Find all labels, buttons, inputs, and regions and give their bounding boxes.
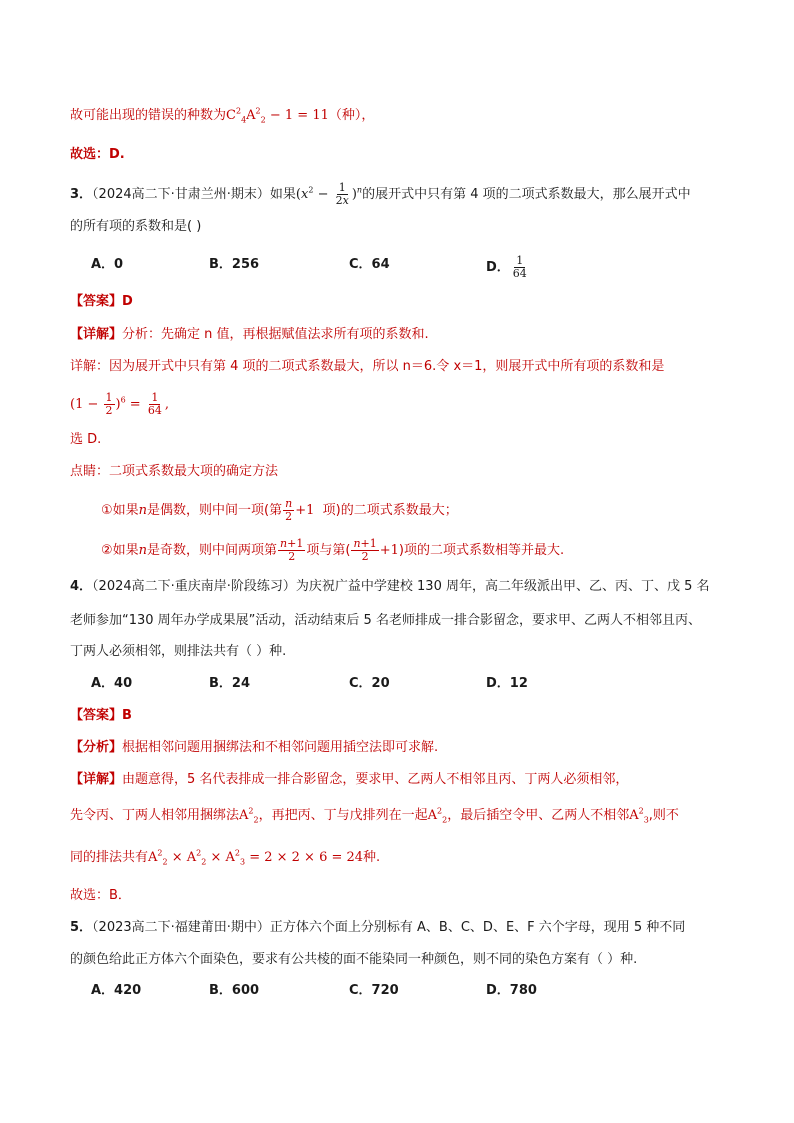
q3-tip-title: 点睛：二项式系数最大项的确定方法 bbox=[70, 464, 279, 479]
q4-detail-text: 由题意得，5 名代表排成一排合影留念，要求甲、乙两人不相邻且丙、丁两人必须相邻， bbox=[122, 772, 629, 787]
q3-detail2: 详解：因为展开式中只有第 4 项的二项式系数最大，所以 n＝6.令 x＝1，则展开式中所有项的系数和是 bbox=[70, 359, 665, 374]
q3-stem-a: 如果 bbox=[269, 187, 296, 202]
q3-option-a[interactable]: A．0 bbox=[91, 257, 124, 272]
q3-detail-text: 分析：先确定 n 值，再根据赋值法求所有项的系数和. bbox=[122, 327, 429, 342]
q5-option-b[interactable]: B．600 bbox=[209, 983, 260, 998]
q3-tip1-a: ①如果 bbox=[101, 503, 139, 518]
q3-tip2-d: )项的二项式系数相等并最大. bbox=[398, 543, 565, 558]
q3-number: 3． bbox=[70, 187, 93, 202]
q4-option-c[interactable]: C．20 bbox=[349, 676, 390, 691]
q4-analysis-text: 根据相邻问题用捆绑法和不相邻问题用插空法即可求解. bbox=[122, 740, 439, 755]
q4-step-b: ，再把丙、丁与戊排列在一起 bbox=[258, 808, 428, 823]
q4-step: 先令丙、丁两人相邻用捆绑法$A^2_2$，再把丙、丁与戊排列在一起$A^2_2$，最后插空令甲、乙两人不相邻$A^2_3$,则不 bbox=[70, 806, 679, 825]
q3-select: 选 D. bbox=[70, 432, 102, 447]
q4-option-a[interactable]: A．40 bbox=[91, 676, 133, 691]
q3-tip2-c: 项与第( bbox=[306, 543, 351, 558]
q5-source: （2023高二下·福建莆田·期中） bbox=[92, 920, 270, 935]
q3-source: （2024高二下·甘肃兰州·期末） bbox=[92, 187, 270, 202]
q3-answer: 【答案】D bbox=[70, 294, 133, 309]
choose-d-line: 故选：D. bbox=[70, 147, 125, 162]
error-count-line: 故可能出现的错误的种数为$C^2_4A^2_2 - 1 = 11$（种）， bbox=[70, 106, 375, 125]
q4-stem-line2: 老师参加“130 周年办学成果展”活动，活动结束后 5 名老师排成一排合影留念，要求甲、乙两人不相邻且丙、 bbox=[70, 613, 701, 628]
q3-option-c[interactable]: C．64 bbox=[349, 257, 390, 272]
error-count-text: 故可能出现的错误的种数为 bbox=[70, 108, 227, 123]
q5-stem-line1 bbox=[70, 918, 685, 938]
q4-step-a: 先令丙、丁两人相邻用捆绑法 bbox=[70, 808, 240, 823]
q5-option-d[interactable]: D．780 bbox=[486, 983, 537, 998]
q4-analysis bbox=[70, 738, 438, 758]
q4-analysis-label: 【分析】 bbox=[70, 740, 123, 755]
q4-number: 4． bbox=[70, 579, 93, 594]
q4-choose: 故选：B． bbox=[70, 888, 131, 903]
q4-stem-line1 bbox=[70, 577, 710, 597]
q4-stem-line3: 丁两人必须相邻，则排法共有（ ）种. bbox=[70, 644, 287, 659]
q4-total: 同的排法共有$A^2_2 \times A^2_2 \times A^2_3 = 2 \times 2 \times 6 = 24$种. bbox=[70, 848, 381, 867]
q4-answer: 【答案】B bbox=[70, 708, 132, 723]
q4-total-a: 同的排法共有 bbox=[70, 850, 149, 865]
q5-option-a[interactable]: A．420 bbox=[91, 983, 142, 998]
q4-detail-label: 【详解】 bbox=[70, 772, 123, 787]
q3-option-d[interactable]: D． $\frac{1}{64}$ bbox=[486, 254, 527, 280]
q4-total-b: 种. bbox=[363, 850, 381, 865]
q4-source: （2024高二下·重庆南岸·阶段练习） bbox=[92, 579, 296, 594]
q4-line1: 为庆祝广益中学建校 130 周年，高二年级派出甲、乙、丙、丁、戊 5 名 bbox=[295, 579, 710, 594]
q4-step-c: ，最后插空令甲、乙两人不相邻 bbox=[447, 808, 630, 823]
q3-tip1-b: 是偶数，则中间一项(第 bbox=[147, 503, 283, 518]
q4-option-d[interactable]: D．12 bbox=[486, 676, 528, 691]
q5-option-c[interactable]: C．720 bbox=[349, 983, 399, 998]
q4-step-d: ,则不 bbox=[648, 808, 679, 823]
q3-stem-line2: 的所有项的系数和是( ) bbox=[70, 219, 202, 234]
q3-option-b[interactable]: B．256 bbox=[209, 257, 260, 272]
q4-option-b[interactable]: B．24 bbox=[209, 676, 250, 691]
q3-tip2-b: 是奇数，则中间两项第 bbox=[147, 543, 278, 558]
q5-line1: 正方体六个面上分别标有 A、B、C、D、E、F 六个字母，现用 5 种不同 bbox=[269, 920, 686, 935]
error-count-end: （种）， bbox=[328, 108, 375, 123]
q5-number: 5． bbox=[70, 920, 93, 935]
q3-tip2-a: ②如果 bbox=[101, 543, 139, 558]
q3-tip1-c: 项)的二项式系数最大； bbox=[322, 503, 458, 518]
q3-formula: (1 − $\frac{1}{2}$ )$^6$ = $\frac{1}{64}$ , bbox=[70, 391, 169, 417]
q3-stem-b: 的展开式中只有第 4 项的二项式系数最大，那么展开式中 bbox=[362, 187, 691, 202]
q4-detail bbox=[70, 770, 628, 790]
q3-tip1: ①如果n是偶数，则中间一项(第 $\frac{n}{2}$ +1 项)的二项式系数最大； bbox=[101, 497, 458, 523]
q3-detail-label: 【详解】 bbox=[70, 327, 123, 342]
q3-option-d-label: D． bbox=[486, 260, 510, 275]
q3-stem-line1: 3．（2024高二下·甘肃兰州·期末）如果($x^2$ − $\frac{1}{2x}$ )$^n$的展开式中只有第 4 项的二项式系数最大，那么展开式中 bbox=[70, 181, 691, 207]
q5-stem-line2: 的颜色给此正方体六个面染色，要求有公共棱的面不能染同一种颜色，则不同的染色方案有（ ）种. bbox=[70, 952, 638, 967]
q3-tip2: ②如果n是奇数，则中间两项第 $\frac{n+1}{2}$ 项与第( $\frac{n+1}{2}$ +1)项的二项式系数相等并最大. bbox=[101, 537, 565, 563]
q3-detail bbox=[70, 325, 429, 345]
